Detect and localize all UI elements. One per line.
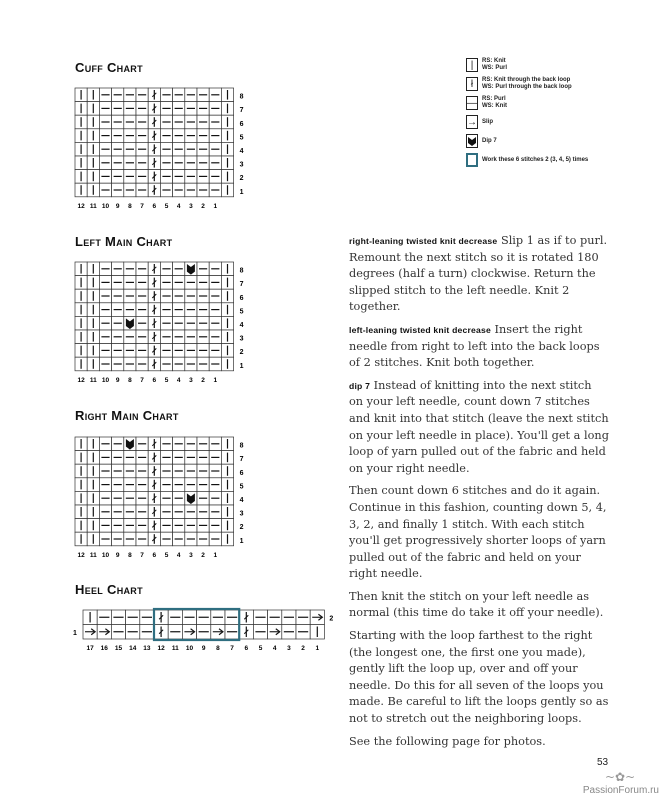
paragraph-knit-stitch: Then knit the stitch on your left needle as normal (this time do take it off your needle). xyxy=(349,589,604,620)
knit-symbol-icon: | xyxy=(466,58,478,72)
column-label: 5 xyxy=(164,551,169,559)
column-label: 3 xyxy=(189,376,193,384)
column-label: 7 xyxy=(140,376,144,384)
heel-chart-title: Heel Chart xyxy=(75,582,143,597)
row-label: 3 xyxy=(239,510,244,518)
legend-item-purl: — RS: Purl WS: Knit xyxy=(467,96,507,109)
row-label: 1 xyxy=(239,362,244,370)
column-label: 12 xyxy=(77,202,85,210)
row-label: 2 xyxy=(329,615,334,623)
column-label: 3 xyxy=(189,551,193,559)
column-label: 11 xyxy=(89,376,97,384)
column-label: 3 xyxy=(287,645,291,652)
row-label: 4 xyxy=(239,148,244,155)
column-label: 10 xyxy=(101,551,110,559)
left-main-chart xyxy=(60,258,270,384)
row-label: 5 xyxy=(239,134,244,142)
column-label: 8 xyxy=(128,202,132,210)
row-label: 4 xyxy=(239,322,244,329)
page-number: 53 xyxy=(597,757,609,768)
paragraph-left-leaning-decrease: left-leaning twisted knit decrease Insert the right needle from right to left into the back loops of 2 stitches. Knit both together. xyxy=(349,322,600,370)
column-label: 10 xyxy=(101,376,110,384)
column-label: 13 xyxy=(143,645,151,652)
column-label: 5 xyxy=(258,645,263,652)
watermark: PassionForum.ru xyxy=(582,785,659,796)
row-label: 5 xyxy=(239,308,244,316)
heel-chart xyxy=(60,606,340,654)
row-label: 3 xyxy=(239,161,244,169)
cuff-chart xyxy=(60,84,270,210)
cuff-chart-title: Cuff Chart xyxy=(75,60,143,75)
column-label: 1 xyxy=(213,551,218,559)
column-label: 4 xyxy=(176,376,181,384)
column-label: 7 xyxy=(140,202,144,210)
column-label: 1 xyxy=(315,645,320,652)
right-main-chart-title: Right Main Chart xyxy=(75,408,179,423)
legend-item-twisted: ł RS: Knit through the back loop WS: Purl through the back loop xyxy=(466,77,588,91)
row-label: 8 xyxy=(239,93,244,101)
column-label: 11 xyxy=(171,645,179,652)
column-label: 6 xyxy=(152,376,157,384)
row-label: 6 xyxy=(239,294,244,302)
legend-item-knit: | RS: Knit WS: Purl xyxy=(466,58,588,72)
column-label: 2 xyxy=(201,551,205,559)
column-label: 7 xyxy=(140,551,144,559)
paragraph-right-leaning-decrease: right-leaning twisted knit decrease Slip 1 as if to purl. Remount the next stitch so it is rotated 180 degrees (half a turn) clockwise. Return the slipped stitch to the left needle. Knit 2 together. xyxy=(349,234,608,314)
column-label: 2 xyxy=(201,202,205,210)
row-label: 1 xyxy=(239,188,244,196)
chart-legend xyxy=(466,58,588,172)
column-label: 1 xyxy=(213,202,218,210)
column-label: 12 xyxy=(77,551,85,559)
column-label: 9 xyxy=(115,376,120,384)
row-label: 1 xyxy=(239,537,244,545)
row-label: 7 xyxy=(239,281,244,289)
column-label: 12 xyxy=(77,376,85,384)
column-label: 6 xyxy=(152,202,157,210)
row-label: 8 xyxy=(239,442,244,450)
row-label: 8 xyxy=(239,267,244,275)
row-label: 1 xyxy=(73,630,77,637)
column-label: 3 xyxy=(189,202,193,210)
row-label: 5 xyxy=(239,483,244,491)
column-label: 2 xyxy=(201,376,205,384)
row-label: 2 xyxy=(239,349,244,357)
column-label: 8 xyxy=(216,645,220,652)
column-label: 7 xyxy=(230,645,234,652)
column-label: 2 xyxy=(301,645,305,652)
column-label: 9 xyxy=(115,202,120,210)
column-label: 10 xyxy=(101,202,110,210)
instructions-text xyxy=(349,233,609,756)
column-label: 10 xyxy=(185,645,194,652)
column-label: 9 xyxy=(201,645,206,652)
row-label: 2 xyxy=(239,175,244,183)
column-label: 4 xyxy=(176,551,181,559)
purl-symbol-icon: — xyxy=(467,97,477,109)
row-label: 4 xyxy=(239,497,244,504)
sprig-ornament-icon: ~✿~ xyxy=(605,770,636,784)
paragraph-count-down: Then count down 6 stitches and do it again. Continue in this fashion, counting down 5, 4, 3, 2, and finally 1 stitch. With each stitch you'll get progressively shorter loops of yarn pulled out of the fabric and held on your right needle. xyxy=(349,484,607,581)
column-label: 11 xyxy=(89,202,97,210)
paragraph-dip-7: dip 7 Instead of knitting into the next stitch on your left needle, count down 7 stitches and knit into that stitch (leave the next stitch on your left needle in place). You'll get a long loop of yarn pulled out of the fabric and held on your right needle. xyxy=(349,378,609,475)
slip-arrow-icon: → xyxy=(467,116,477,128)
legend-item-repeat: Work these 6 stitches 2 (3, 4, 5) times xyxy=(466,153,588,167)
row-label: 7 xyxy=(239,456,244,464)
column-label: 8 xyxy=(128,376,132,384)
column-label: 6 xyxy=(244,645,249,652)
column-label: 4 xyxy=(176,202,181,210)
column-label: 11 xyxy=(89,551,97,559)
row-label: 3 xyxy=(239,335,244,343)
paragraph-lift-loops: Starting with the loop farthest to the right (the longest one, the first one you made), gently lift the loop up, over and off your needle. Do this for all seven of the loops you made. Be careful to lift the loops gently so as not to stretch out the neighboring loops. xyxy=(349,629,609,726)
column-label: 9 xyxy=(115,551,120,559)
row-label: 6 xyxy=(239,469,244,477)
column-label: 12 xyxy=(157,645,165,652)
column-label: 6 xyxy=(152,551,157,559)
row-label: 2 xyxy=(239,524,244,532)
legend-item-dip: Dip 7 xyxy=(466,134,588,148)
row-label: 6 xyxy=(239,120,244,128)
right-main-chart xyxy=(60,433,270,559)
legend-item-slip: → Slip xyxy=(467,116,494,128)
column-label: 5 xyxy=(164,202,169,210)
column-label: 1 xyxy=(213,376,218,384)
column-label: 4 xyxy=(272,645,277,652)
column-label: 15 xyxy=(114,645,123,652)
twisted-knit-symbol-icon: ł xyxy=(466,77,478,91)
repeat-box-icon xyxy=(466,153,478,167)
column-label: 17 xyxy=(86,645,94,652)
row-label: 7 xyxy=(239,107,244,115)
column-label: 5 xyxy=(164,376,169,384)
column-label: 14 xyxy=(129,645,137,652)
left-main-chart-title: Left Main Chart xyxy=(75,234,173,249)
column-label: 16 xyxy=(100,645,108,652)
paragraph-see-photos: See the following page for photos. xyxy=(349,734,546,748)
dip-7-symbol-icon xyxy=(466,134,478,148)
column-label: 8 xyxy=(128,551,132,559)
